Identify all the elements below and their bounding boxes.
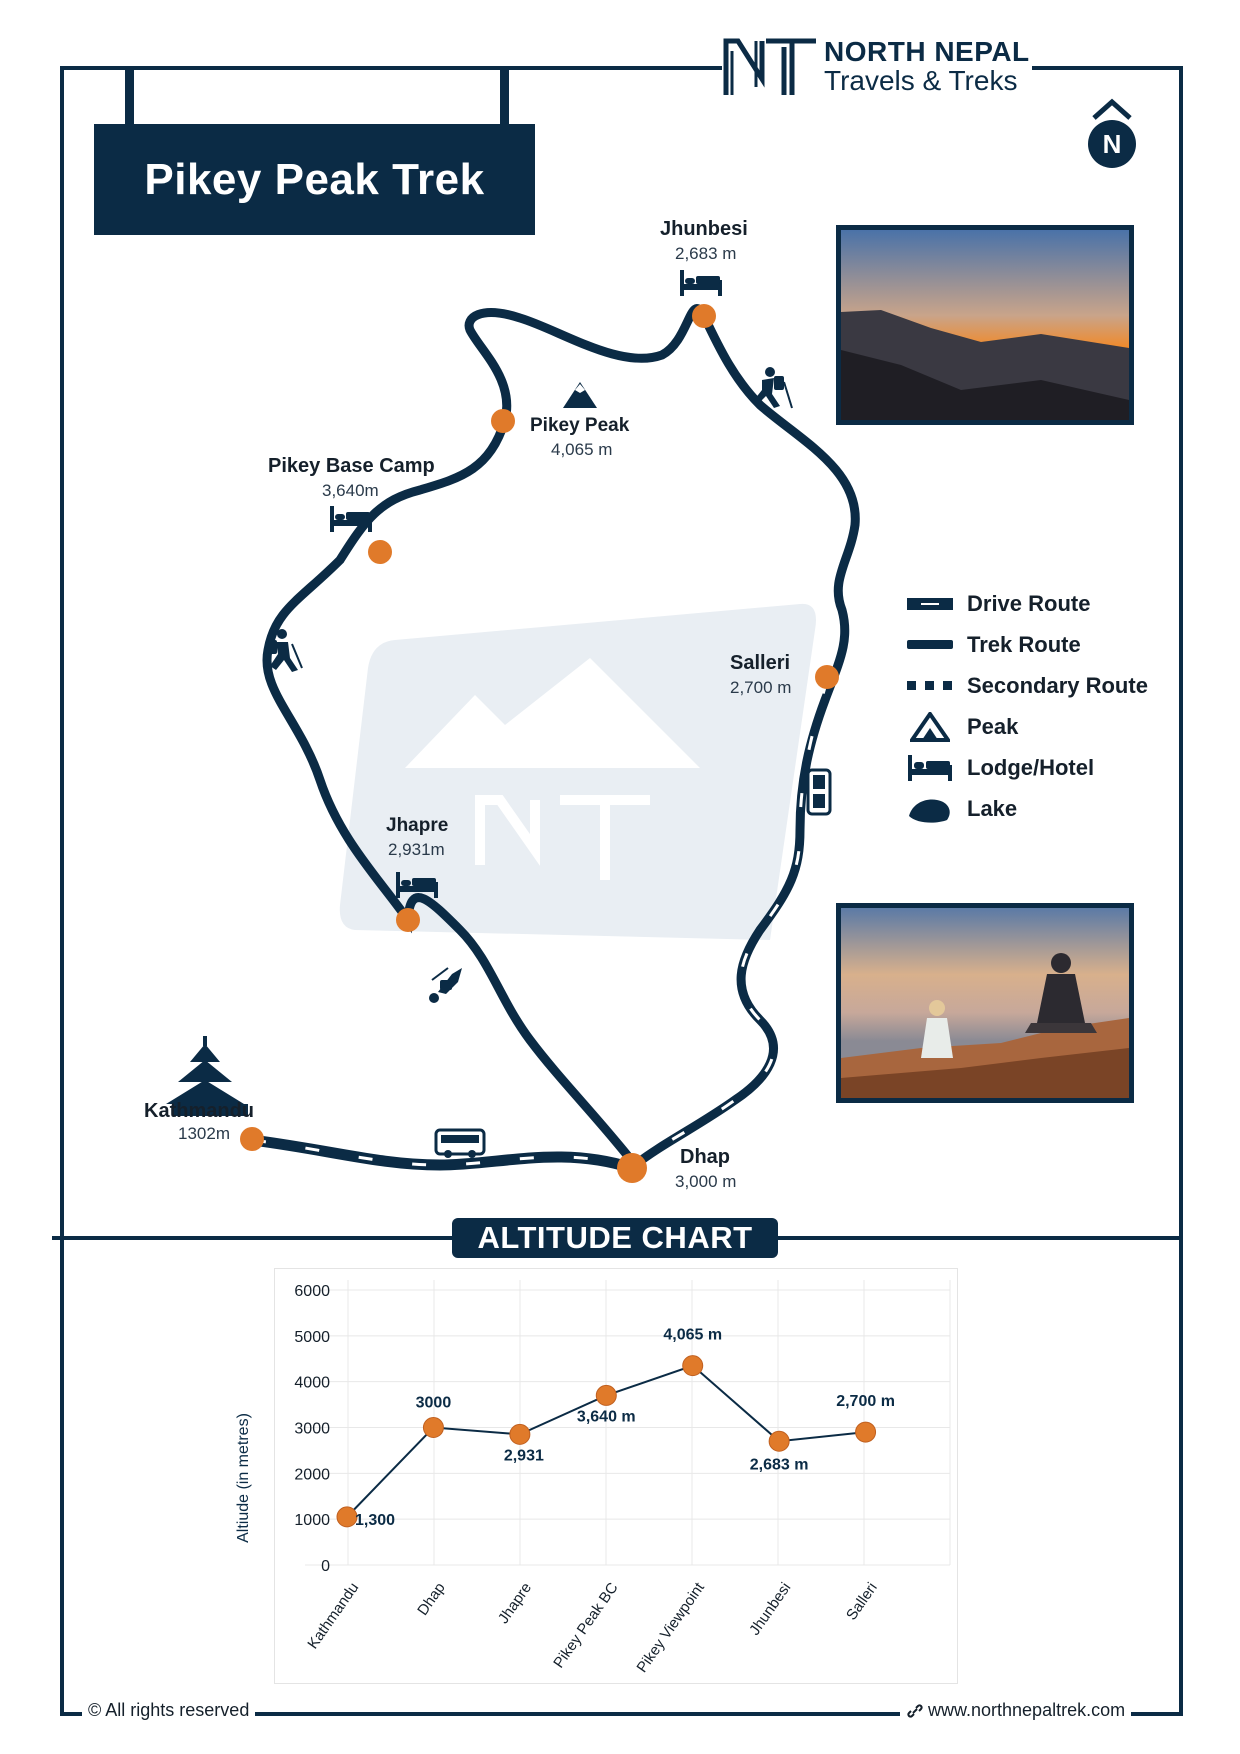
chart-x-ticks	[304, 1579, 881, 1676]
x-tick-label: Salleri	[843, 1579, 881, 1624]
data-point-2	[510, 1424, 530, 1444]
x-tick-label: Kathmandu	[304, 1579, 363, 1653]
compass-label: N	[1102, 129, 1122, 159]
footer-website[interactable]	[900, 1700, 1131, 1721]
page-title: Pikey Peak Trek	[144, 154, 485, 204]
y-tick-label: 2000	[294, 1466, 330, 1484]
legend-label-secondary: Secondary Route	[967, 673, 1148, 698]
data-label-4: 4,065 m	[663, 1326, 723, 1344]
label-jhapre-name: Jhapre	[386, 815, 449, 836]
y-tick-label: 3000	[294, 1420, 330, 1438]
data-label-3: 3,640 m	[576, 1408, 636, 1426]
data-point-1	[423, 1418, 443, 1438]
footer-copyright	[82, 1700, 255, 1721]
data-point-3	[596, 1385, 616, 1405]
label-jhunbesi-name: Jhunbesi	[660, 218, 748, 240]
y-tick-label: 6000	[294, 1283, 330, 1300]
altitude-chart-title: ALTITUDE CHART	[477, 1220, 753, 1255]
legend-label-lake: Lake	[967, 796, 1018, 821]
x-tick-label: Pikey Viewpoint	[633, 1579, 708, 1676]
label-base-camp-name: Pikey Base Camp	[268, 455, 435, 477]
brand-name: NORTH NEPAL	[824, 35, 1030, 67]
copyright-text: © All rights reserved	[88, 1700, 250, 1720]
chart-y-ticks	[294, 1283, 330, 1575]
data-label-6: 2,700 m	[836, 1393, 895, 1411]
label-base-camp-alt: 3,640m	[322, 481, 379, 500]
y-tick-label: 1000	[294, 1512, 330, 1530]
label-dhap-name: Dhap	[680, 1146, 730, 1168]
y-tick-label: 0	[321, 1558, 330, 1575]
label-pikey-peak-alt: 4,065 m	[551, 440, 613, 459]
data-point-5	[769, 1431, 789, 1451]
label-salleri-alt: 2,700 m	[730, 678, 792, 697]
x-tick-label: Jhunbesi	[746, 1579, 795, 1639]
legend-label-peak: Peak	[967, 714, 1019, 739]
chart-y-axis-label: Altiude (in metres)	[235, 1413, 252, 1543]
data-point-4	[683, 1356, 703, 1376]
data-point-6	[856, 1422, 876, 1442]
label-jhunbesi-alt: 2,683 m	[675, 244, 737, 263]
legend-label-lodge: Lodge/Hotel	[967, 755, 1095, 780]
label-kathmandu-name: Kathmandu	[144, 1100, 254, 1122]
x-tick-label: Jhapre	[494, 1579, 536, 1627]
y-tick-label: 5000	[294, 1328, 330, 1346]
label-jhapre-alt: 2,931m	[388, 840, 445, 859]
label-salleri-name: Salleri	[730, 652, 791, 674]
website-link[interactable]: www.northnepaltrek.com	[928, 1700, 1126, 1720]
legend-label-trek: Trek Route	[967, 632, 1081, 657]
link-icon	[906, 1702, 924, 1720]
x-tick-label: Dhap	[414, 1579, 449, 1619]
data-label-1: 3000	[415, 1394, 452, 1412]
label-kathmandu-alt: 1302m	[178, 1124, 230, 1143]
x-tick-label: Pikey Peak BC	[550, 1579, 622, 1672]
data-label-5: 2,683 m	[749, 1456, 809, 1474]
data-label-2: 2,931	[503, 1447, 544, 1465]
data-label-0: 1,300	[354, 1511, 396, 1529]
brand-tagline: Travels & Treks	[824, 65, 1018, 96]
y-tick-label: 4000	[294, 1374, 330, 1392]
label-pikey-peak-name: Pikey Peak	[530, 415, 630, 436]
label-dhap-alt: 3,000 m	[675, 1172, 737, 1191]
legend-label-drive: Drive Route	[967, 591, 1091, 616]
